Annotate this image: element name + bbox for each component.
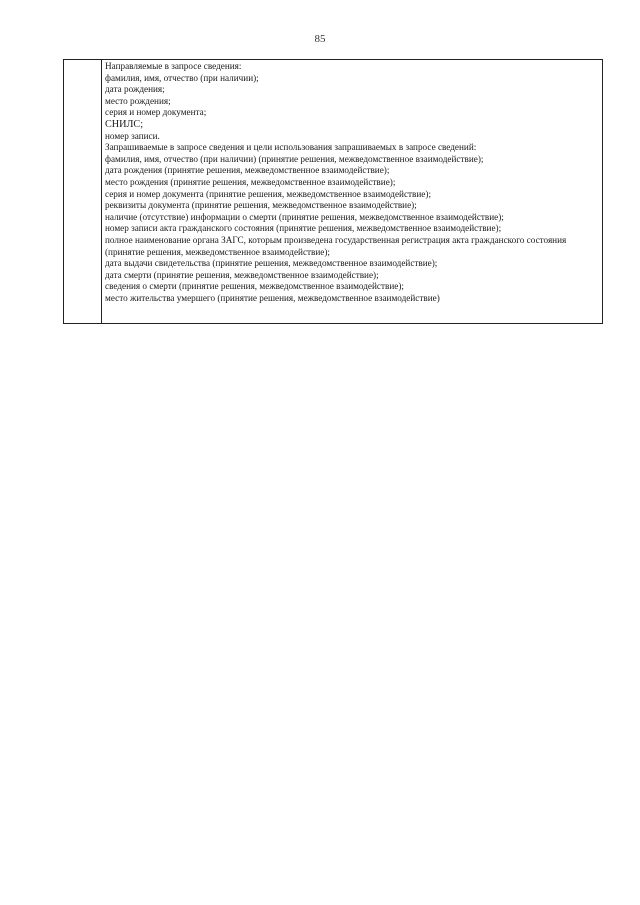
requested-heading: Запрашиваемые в запросе сведения и цели использования запрашиваемых в запросе сведений: (105, 142, 477, 153)
sent-item: СНИЛС; (105, 118, 144, 130)
requested-item: серия и номер документа (принятие решения, межведомственное взаимодействие); (105, 188, 431, 199)
sent-item: номер записи. (105, 130, 160, 141)
sent-item: фамилия, имя, отчество (при наличии); (105, 72, 259, 83)
requested-item: дата выдачи свидетельства (принятие решения, межведомственное взаимодействие); (105, 258, 438, 269)
requested-item: дата смерти (принятие решения, межведомственное взаимодействие); (105, 269, 379, 280)
requested-item: фамилия, имя, отчество (при наличии) (принятие решения, межведомственное взаимодействие); (105, 153, 484, 164)
sent-item: дата рождения; (105, 84, 165, 95)
table-right-column (105, 61, 599, 304)
document-table (63, 59, 603, 324)
sent-item: серия и номер документа; (105, 107, 207, 118)
requested-item: место рождения (принятие решения, межведомственное взаимодействие); (105, 176, 396, 187)
requested-item: номер записи акта гражданского состояния (принятие решения, межведомственное взаимодействие); (105, 223, 502, 234)
requested-item: дата рождения (принятие решения, межведомственное взаимодействие); (105, 165, 390, 176)
sent-heading: Направляемые в запросе сведения: (105, 61, 242, 71)
requested-item: реквизиты документа (принятие решения, межведомственное взаимодействие); (105, 200, 417, 211)
requested-item: полное наименование органа ЗАГС, которым произведена государственная регистрация акта гражданского состояния (принятие решения, межведомственное взаимодействие); (105, 234, 567, 257)
requested-item: сведения о смерти (принятие решения, межведомственное взаимодействие); (105, 281, 404, 292)
sent-item: место рождения; (105, 95, 171, 106)
requested-item: наличие (отсутствие) информации о смерти (принятие решения, межведомственное взаимодействие); (105, 211, 504, 222)
page-number: 85 (314, 33, 326, 45)
table-left-column (64, 60, 102, 323)
requested-item: место жительства умершего (принятие решения, межведомственное взаимодействие) (105, 292, 440, 303)
